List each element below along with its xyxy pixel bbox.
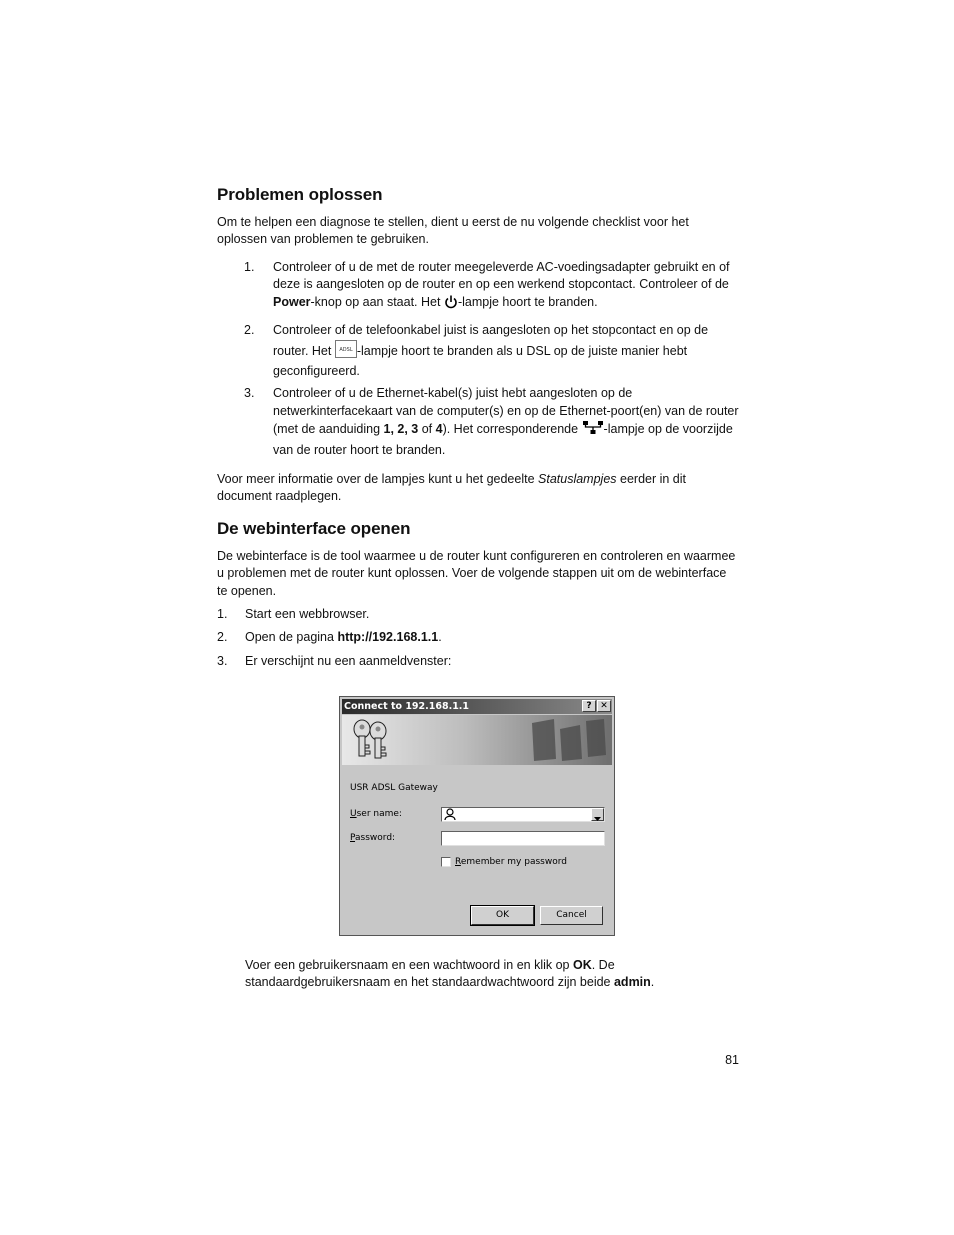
dialog-banner bbox=[342, 715, 612, 765]
ethernet-led-icon bbox=[582, 420, 604, 441]
section-title-troubleshooting: Problemen oplossen bbox=[217, 185, 383, 204]
section-intro: De webinterface is de tool waarmee u de router kunt configureren en controleren en waarmee u problemen met de router kunt oplossen. Voer de volgende stappen uit om de webinterface te openen. bbox=[217, 549, 736, 598]
adsl-led-icon bbox=[335, 340, 357, 363]
list-number: 1. bbox=[244, 260, 255, 274]
realm-label: USR ADSL Gateway bbox=[350, 783, 438, 793]
page-number: 81 bbox=[725, 1053, 739, 1067]
cancel-button[interactable]: Cancel bbox=[540, 906, 603, 925]
adsl-icon-label: ADSL bbox=[339, 346, 353, 353]
list-item: 3. Er verschijnt nu een aanmeldvenster: bbox=[217, 653, 452, 668]
list-item: 1. Start een webbrowser. bbox=[217, 607, 370, 621]
dialog-titlebar bbox=[342, 699, 612, 714]
user-icon bbox=[444, 808, 456, 820]
steps-list bbox=[217, 606, 451, 676]
dialog-title: Connect to 192.168.1.1 bbox=[344, 701, 470, 712]
power-icon bbox=[444, 294, 458, 314]
list-item: 3. Controleer of u de Ethernet-kabel(s) juist hebt aangesloten op de netwerkinterfacekaart van de computer(s) en op de Ethernet-poort(en) van de router (met de aanduiding 1, 2, 3 of 4). Het corresponderende -lampje op de voorzijde van de router hoort te branden. bbox=[244, 386, 739, 457]
username-field[interactable] bbox=[441, 807, 605, 822]
checklist bbox=[217, 259, 739, 459]
list-item: 2. Open de pagina http://192.168.1.1. bbox=[217, 630, 442, 645]
list-number: 2. bbox=[244, 323, 255, 338]
chevron-down-icon bbox=[592, 813, 603, 824]
login-instructions: Voer een gebruikersnaam en een wachtwoord in en klik op OK. De standaardgebruikersnaam en het standaardwachtwoord zijn beide admin. bbox=[245, 958, 655, 990]
remember-password-checkbox[interactable] bbox=[441, 857, 451, 867]
username-dropdown-button[interactable] bbox=[591, 808, 604, 821]
username-label: User name: bbox=[350, 809, 402, 819]
remember-password-label[interactable]: Remember my password bbox=[455, 857, 567, 867]
list-item: 2. Controleer of de telefoonkabel juist is aangesloten op het stopcontact en op de router. Het ADSL -lampje hoort te branden als u DSL op de juiste manier hebt geconfigureerd. bbox=[244, 323, 709, 379]
close-button[interactable]: ✕ bbox=[597, 700, 611, 712]
login-dialog bbox=[339, 696, 615, 936]
list-number: 3. bbox=[244, 386, 255, 401]
password-label: Password: bbox=[350, 833, 396, 843]
ok-button[interactable]: OK bbox=[471, 906, 534, 925]
keys-icon bbox=[342, 715, 612, 765]
more-info-paragraph: Voor meer informatie over de lampjes kunt u het gedeelte Statuslampjes eerder in dit document raadplegen. bbox=[217, 472, 687, 504]
help-button[interactable]: ? bbox=[582, 700, 596, 712]
section-intro: Om te helpen een diagnose te stellen, dient u eerst de nu volgende checklist voor het oplossen van problemen te gebruiken. bbox=[217, 215, 689, 247]
password-field[interactable] bbox=[441, 831, 605, 846]
router-url: http://192.168.1.1 bbox=[337, 630, 439, 645]
section-title-webinterface: De webinterface openen bbox=[217, 519, 411, 538]
list-item: 1. Controleer of u de met de router meegeleverde AC-voedingsadapter gebruikt en of deze is aangesloten op de router en op een werkend stopcontact. Controleer of de Power-knop op aan staat. Het -lampje hoort te branden. bbox=[217, 259, 739, 314]
